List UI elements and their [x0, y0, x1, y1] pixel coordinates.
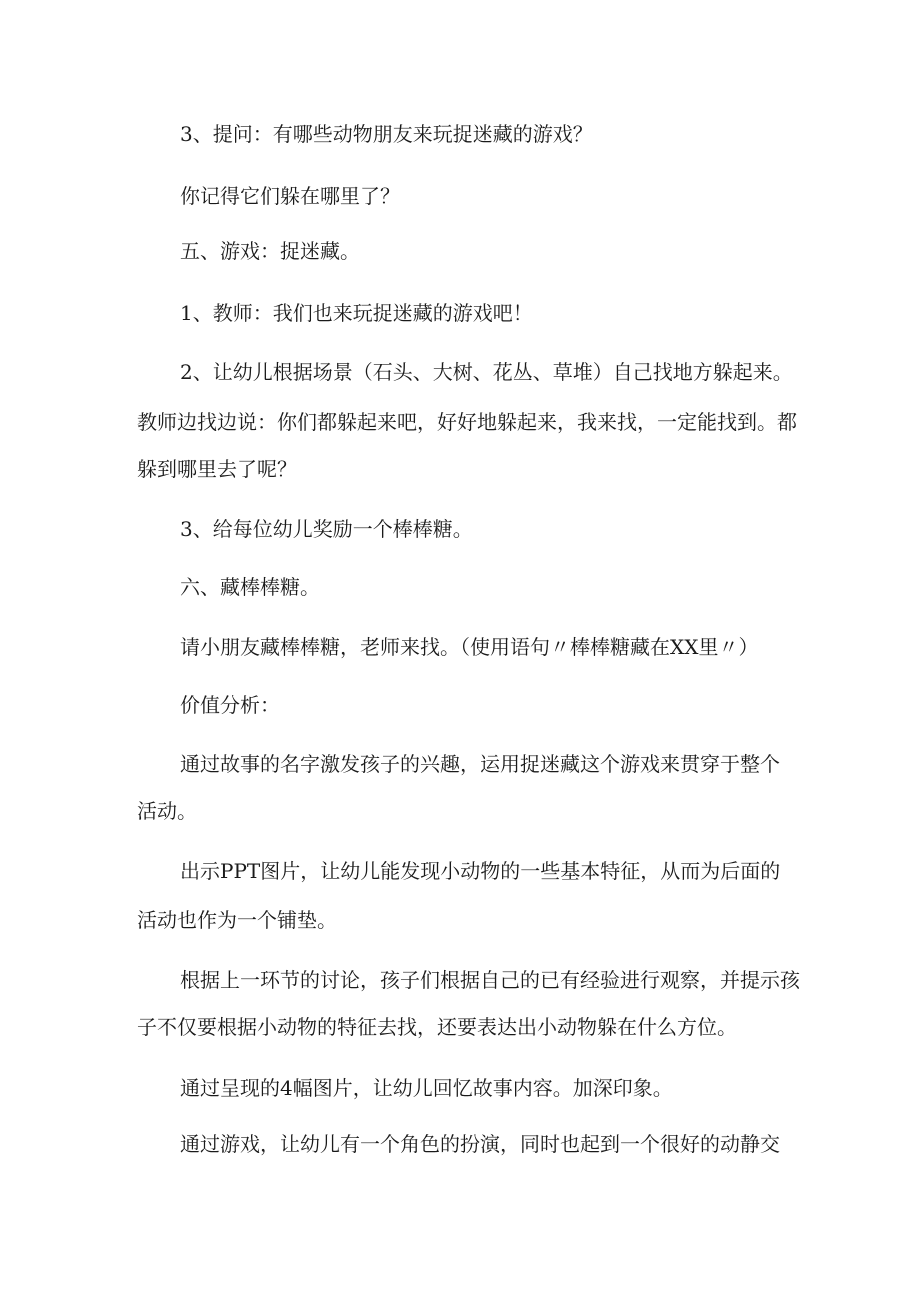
text-line-12: 通过故事的名字激发孩子的兴趣，运用捉迷藏这个游戏来贯穿于整个: [180, 752, 780, 776]
text-line-8: 3、给每位幼儿奖励一个棒棒糖。: [180, 517, 473, 541]
text-line-7: 躲到哪里去了呢？: [137, 457, 297, 481]
text-line-10: 请小朋友藏棒棒糖，老师来找。（使用语句〃棒棒糖藏在XX里〃）: [180, 635, 759, 659]
text-line-14: 出示PPT图片，让幼儿能发现小动物的一些基本特征，从而为后面的: [180, 859, 781, 883]
text-line-5: 2、让幼儿根据场景（石头、大树、花丛、草堆）自己找地方躲起来。: [180, 360, 793, 384]
text-line-16: 根据上一环节的讨论，孩子们根据自己的已有经验进行观察，并提示孩: [180, 968, 800, 992]
text-line-18: 通过呈现的4幅图片，让幼儿回忆故事内容。加深印象。: [180, 1076, 673, 1100]
text-line-17: 子不仅要根据小动物的特征去找，还要表达出小动物躲在什么方位。: [137, 1015, 737, 1039]
text-line-13: 活动。: [137, 799, 197, 823]
text-line-15: 活动也作为一个铺垫。: [137, 908, 337, 932]
text-line-4: 1、教师：我们也来玩捉迷藏的游戏吧！: [180, 301, 533, 325]
section-heading-hide-candy: 六、藏棒棒糖。: [180, 575, 320, 599]
text-line-19: 通过游戏，让幼儿有一个角色的扮演，同时也起到一个很好的动静交: [180, 1132, 780, 1156]
text-line-1: 3、提问：有哪些动物朋友来玩捉迷藏的游戏？: [180, 122, 593, 146]
text-line-2: 你记得它们躲在哪里了？: [180, 184, 400, 208]
section-heading-game: 五、游戏：捉迷藏。: [180, 239, 360, 263]
text-line-6: 教师边找边说：你们都躲起来吧，好好地躲起来，我来找，一定能找到。都: [137, 410, 797, 434]
section-heading-value-analysis: 价值分析：: [180, 693, 280, 717]
